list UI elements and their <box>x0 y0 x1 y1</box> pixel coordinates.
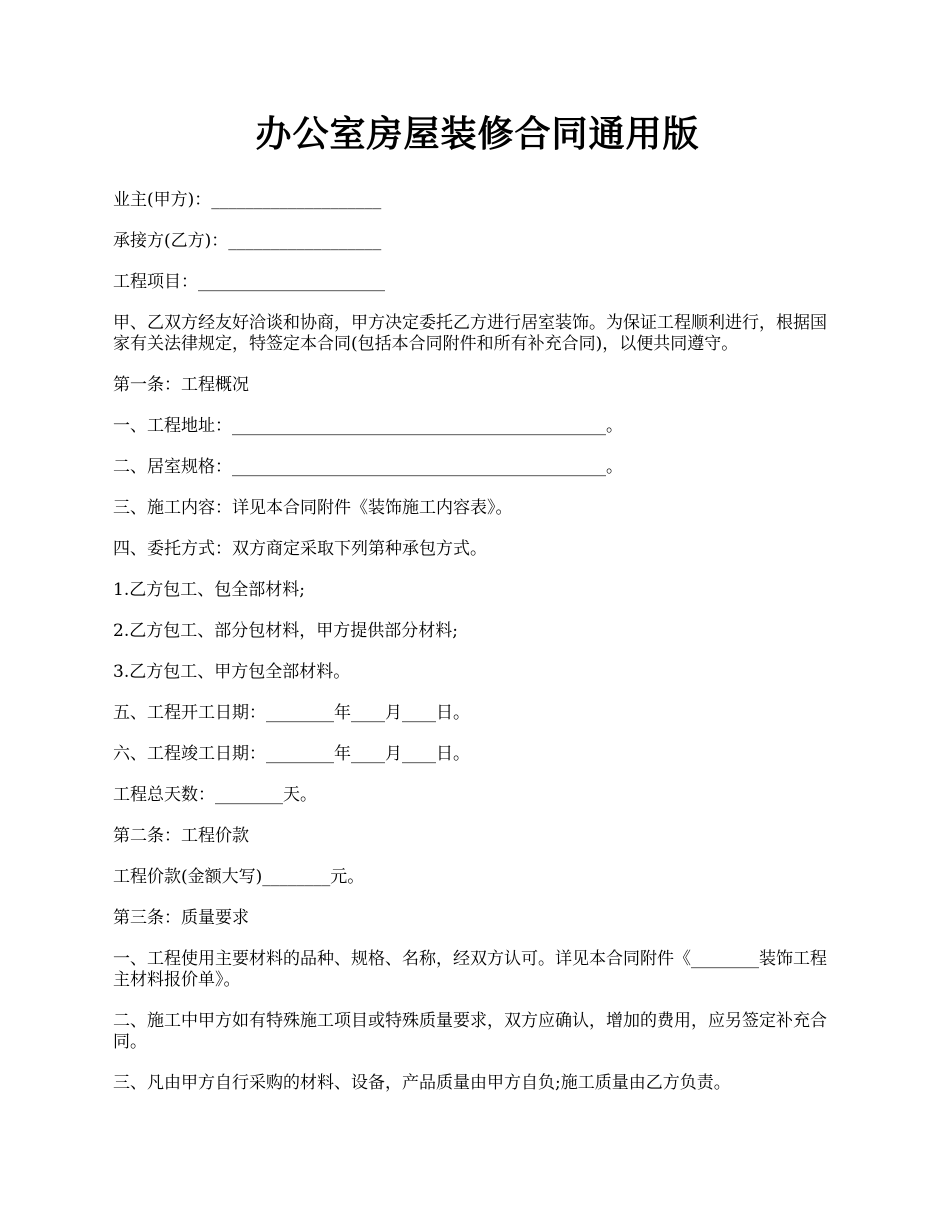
project-price-line: 工程价款(金额大写)________元。 <box>113 867 365 887</box>
completion-date-line: 六、工程竣工日期：________年____月____日。 <box>113 744 470 764</box>
contractor-party-b-line: 承接方(乙方)：__________________ <box>113 231 382 251</box>
document-title: 办公室房屋装修合同通用版 <box>255 113 700 155</box>
quality-clause-3: 三、凡由甲方自行采购的材料、设备，产品质量由甲方自负;施工质量由乙方负责。 <box>113 1073 731 1093</box>
owner-party-a-line: 业主(甲方)：____________________ <box>113 190 382 210</box>
method-option-3: 3.乙方包工、甲方包全部材料。 <box>113 662 351 682</box>
total-days-line: 工程总天数：________天。 <box>113 785 317 805</box>
method-option-2: 2.乙方包工、部分包材料，甲方提供部分材料; <box>113 621 458 641</box>
project-address-line: 一、工程地址：____________________________________________。 <box>113 416 623 436</box>
quality-clause-1: 一、工程使用主要材料的品种、规格、名称，经双方认可。详见本合同附件《________装饰工程主材料报价单》。 <box>113 949 827 990</box>
method-option-1: 1.乙方包工、包全部材料; <box>113 580 305 600</box>
start-date-line: 五、工程开工日期：________年____月____日。 <box>113 703 470 723</box>
quality-clause-2: 二、施工中甲方如有特殊施工项目或特殊质量要求，双方应确认，增加的费用，应另签定补充合同。 <box>113 1011 827 1052</box>
preamble-paragraph: 甲、乙双方经友好洽谈和协商，甲方决定委托乙方进行居室装饰。为保证工程顺利进行，根据国家有关法律规定，特签定本合同(包括本合同附件和所有补充合同)，以便共同遵守。 <box>113 313 827 354</box>
room-spec-line: 二、居室规格：____________________________________________。 <box>113 457 623 477</box>
contract-method-line: 四、委托方式：双方商定采取下列第种承包方式。 <box>113 539 487 559</box>
article-2-heading: 第二条：工程价款 <box>113 826 249 846</box>
construction-content-line: 三、施工内容：详见本合同附件《装饰施工内容表》。 <box>113 498 513 518</box>
project-name-line: 工程项目：______________________ <box>113 272 385 292</box>
article-3-heading: 第三条：质量要求 <box>113 908 249 928</box>
article-1-heading: 第一条：工程概况 <box>113 375 249 395</box>
